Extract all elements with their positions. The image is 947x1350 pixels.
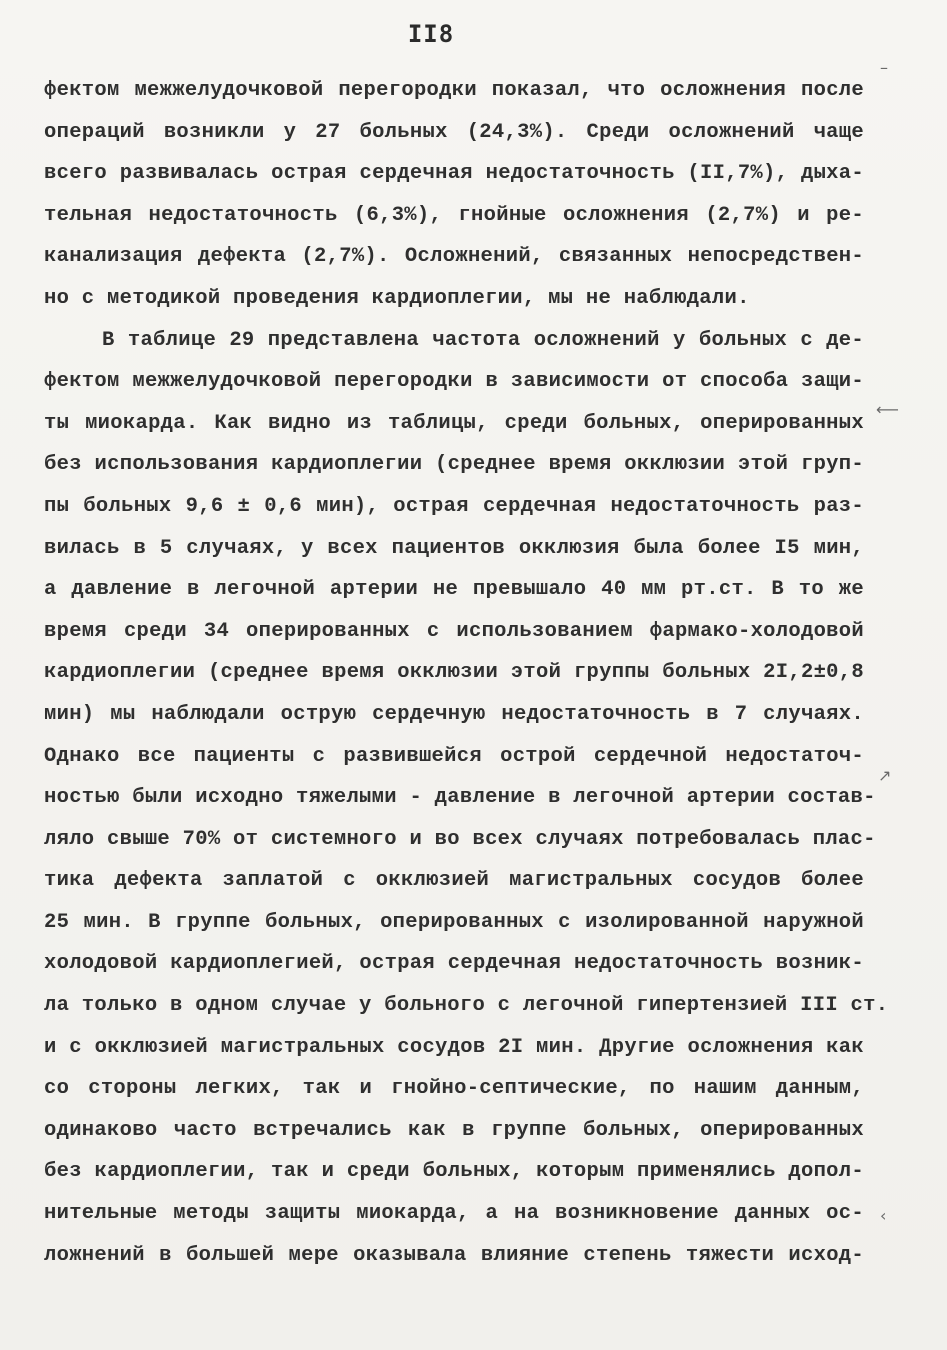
text-line: мин) мы наблюдали острую сердечную недостаточность в 7 случаях. bbox=[44, 702, 864, 726]
text-line: время среди 34 оперированных с использованием фармако-холодовой bbox=[44, 619, 864, 643]
text-line: без использования кардиоплегии (среднее время окклюзии этой груп- bbox=[44, 453, 864, 477]
text-line: В таблице 29 представлена частота осложнений у больных с де- bbox=[102, 328, 864, 352]
text-line: 25 мин. В группе больных, оперированных с изолированной наружной bbox=[44, 910, 864, 934]
text-line: а давление в легочной артерии не превышало 40 мм рт.ст. В то же bbox=[44, 578, 864, 602]
text-line: но с методикой проведения кардиоплегии, мы не наблюдали. bbox=[44, 286, 750, 310]
scan-mark: ⟵ bbox=[876, 400, 899, 419]
text-line: без кардиоплегии, так и среди больных, которым применялись допол- bbox=[44, 1160, 864, 1184]
text-line: ты миокарда. Как видно из таблицы, среди больных, оперированных bbox=[44, 411, 864, 435]
text-line: Однако все пациенты с развившейся острой сердечной недостаточ- bbox=[44, 744, 864, 768]
text-line: одинаково часто встречались как в группе больных, оперированных bbox=[44, 1118, 864, 1142]
text-line: нительные методы защиты миокарда, а на возникновение данных ос- bbox=[44, 1202, 864, 1226]
text-line: пы больных 9,6 ± 0,6 мин), острая сердечная недостаточность раз- bbox=[44, 494, 864, 518]
text-line: операций возникли у 27 больных (24,3%). Среди осложнений чаще bbox=[44, 120, 864, 144]
text-line: тика дефекта заплатой с окклюзией магистральных сосудов более bbox=[44, 869, 864, 893]
text-line: и с окклюзией магистральных сосудов 2I мин. Другие осложнения как bbox=[44, 1035, 864, 1059]
text-line: ностью были исходно тяжелыми - давление в легочной артерии состав- bbox=[44, 786, 876, 810]
page-number: II8 bbox=[407, 20, 455, 48]
scan-mark: – bbox=[880, 58, 888, 77]
text-line: фектом межжелудочковой перегородки в зависимости от способа защи- bbox=[44, 370, 864, 394]
text-line: со стороны легких, так и гнойно-септические, по нашим данным, bbox=[44, 1077, 864, 1101]
scan-mark: ‹ bbox=[880, 1206, 887, 1225]
text-line: ложнений в большей мере оказывала влияние степень тяжести исход- bbox=[44, 1243, 864, 1267]
text-line: тельная недостаточность (6,3%), гнойные осложнения (2,7%) и ре- bbox=[44, 203, 864, 227]
scan-mark: ↗ bbox=[878, 766, 892, 785]
text-line: кардиоплегии (среднее время окклюзии этой группы больных 2I,2±0,8 bbox=[44, 661, 864, 685]
text-line: ла только в одном случае у больного с легочной гипертензией III ст. bbox=[44, 994, 889, 1018]
text-line: холодовой кардиоплегией, острая сердечная недостаточность возник- bbox=[44, 952, 864, 976]
text-line: ляло свыше 70% от системного и во всех случаях потребовалась плас- bbox=[44, 827, 876, 851]
text-line: фектом межжелудочковой перегородки показал, что осложнения после bbox=[44, 79, 864, 102]
text-line: вилась в 5 случаях, у всех пациентов окклюзия была более I5 мин, bbox=[44, 536, 864, 560]
text-line: канализация дефекта (2,7%). Осложнений, связанных непосредствен- bbox=[44, 245, 864, 269]
text-line: всего развивалась острая сердечная недостаточность (II,7%), дыха- bbox=[44, 162, 864, 186]
body-text bbox=[44, 70, 889, 1276]
